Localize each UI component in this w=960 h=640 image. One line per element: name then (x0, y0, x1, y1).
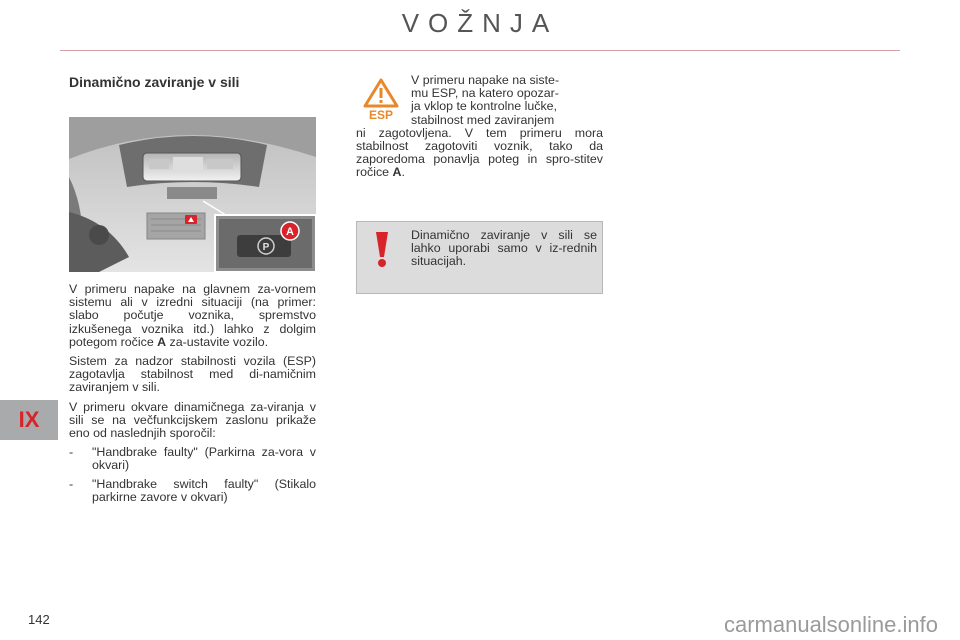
section-heading: Dinamično zaviranje v sili (69, 74, 240, 90)
dashboard-photo (69, 117, 316, 272)
dashboard-illustration (69, 117, 316, 272)
warning-text: Dinamično zaviranje v sili se lahko uporabi samo v iz-rednih situacijah. (411, 228, 597, 269)
intro-paragraph: V primeru napake na glavnem za-vornem sistemu ali v izredni situaciji (na primer: slabo počutje voznika, spremstvo izkušenega voznika itd.) lahko z dolgim potegom ročice A za-ustavite vozilo. (69, 282, 316, 349)
callout-a: A (286, 226, 294, 238)
watermark: carmanualsonline.info (723, 612, 938, 637)
exclamation-icon (367, 230, 397, 268)
left-column (69, 283, 316, 509)
fault-paragraph: V primeru okvare dinamičnega za-viranja v sili se na večfunkcijskem zaslonu prikaže eno od naslednjih sporočil: (69, 399, 316, 441)
page-title: VOŽNJA (401, 8, 559, 38)
svg-text:ESP: ESP (368, 108, 394, 120)
chapter-tab: IX (0, 400, 58, 440)
list-item: - "Handbrake switch faulty" (Stikalo parkirne zavore v okvari) (69, 476, 316, 504)
esp-paragraph: Sistem za nadzor stabilnosti vozila (ESP) zagotavlja stabilnost med di-namičnim zaviranjem v sili. (69, 354, 316, 395)
title-divider (60, 50, 900, 51)
page-number: 142 (28, 612, 50, 627)
esp-note: V primeru napake na siste- mu ESP, na katero opozar- ja vklop te kontrolne lučke, stabilnost med zaviranjem ni zagotovljena. V tem primeru mora stabilnost zagotoviti voznik, tako da zaporedoma ponavlja poteg in spro-stitev ročice A. (356, 73, 603, 180)
warning-box (356, 221, 603, 294)
svg-text:P: P (262, 242, 270, 253)
list-item: - "Handbrake faulty" (Parkirna za-vora v okvari) (69, 445, 316, 473)
